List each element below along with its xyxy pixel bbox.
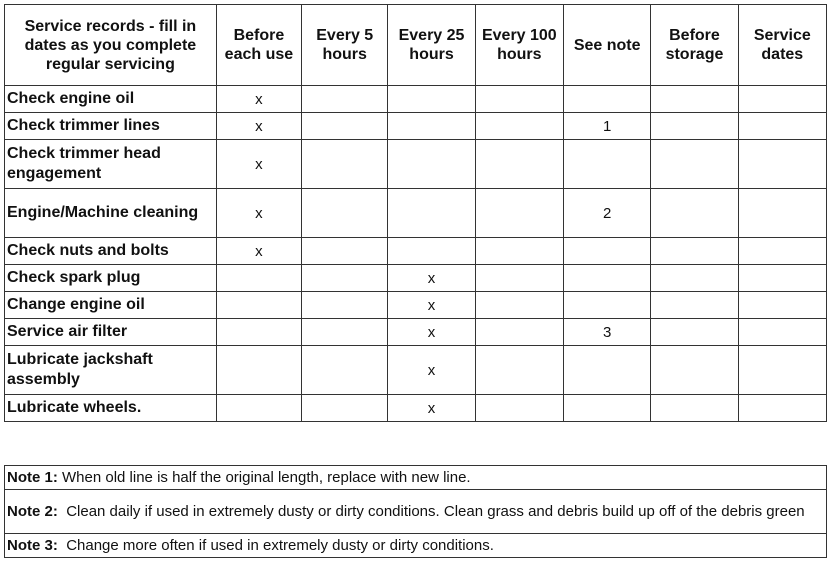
schedule-cell (302, 238, 388, 265)
column-header-before-storage: Before storage (651, 5, 738, 86)
note-2 (5, 490, 827, 534)
schedule-cell (651, 346, 738, 395)
schedule-cell (738, 189, 826, 238)
column-header-service-dates: Service dates (738, 5, 826, 86)
note-label: Note 2: (7, 502, 58, 520)
schedule-cell (738, 140, 826, 189)
schedule-cell (564, 395, 651, 422)
schedule-cell (388, 189, 475, 238)
table-row (5, 265, 827, 292)
task-cell: Check nuts and bolts (5, 238, 217, 265)
schedule-cell (475, 140, 563, 189)
task-cell: Check engine oil (5, 86, 217, 113)
schedule-cell (475, 265, 563, 292)
notes-table (4, 465, 827, 558)
column-header-see-note: See note (564, 5, 651, 86)
header-row (5, 5, 827, 86)
column-header-service-records: Service records - fill in dates as you complete regular servicing (5, 5, 217, 86)
table-row (5, 292, 827, 319)
schedule-cell (475, 319, 563, 346)
note-text: Clean daily if used in extremely dusty or dirty conditions. Clean grass and debris build up off of the debris green (66, 502, 805, 520)
column-header-every-5-hours: Every 5 hours (302, 5, 388, 86)
schedule-cell: 1 (564, 113, 651, 140)
schedule-cell (564, 346, 651, 395)
task-cell: Lubricate jackshaft assembly (5, 346, 217, 395)
column-header-every-100-hours: Every 100 hours (475, 5, 563, 86)
schedule-cell (216, 346, 301, 395)
schedule-cell (564, 265, 651, 292)
note-1 (5, 466, 827, 490)
schedule-cell (738, 346, 826, 395)
schedule-cell (564, 140, 651, 189)
column-header-before-each-use: Before each use (216, 5, 301, 86)
schedule-cell (651, 238, 738, 265)
schedule-cell (302, 395, 388, 422)
schedule-cell (475, 346, 563, 395)
schedule-cell (302, 346, 388, 395)
task-cell: Engine/Machine cleaning (5, 189, 217, 238)
schedule-cell (564, 86, 651, 113)
schedule-cell (216, 292, 301, 319)
schedule-cell (216, 265, 301, 292)
schedule-cell: x (216, 86, 301, 113)
schedule-cell (388, 113, 475, 140)
note-text: Change more often if used in extremely dusty or dirty conditions. (66, 536, 494, 554)
schedule-cell (651, 395, 738, 422)
schedule-cell (651, 86, 738, 113)
note-label: Note 1: (7, 468, 58, 486)
schedule-cell (475, 113, 563, 140)
schedule-cell: x (216, 238, 301, 265)
schedule-cell (564, 292, 651, 319)
table-row (5, 346, 827, 395)
schedule-cell (475, 238, 563, 265)
schedule-cell: x (388, 265, 475, 292)
table-row (5, 86, 827, 113)
schedule-cell (738, 113, 826, 140)
schedule-cell (651, 140, 738, 189)
service-schedule-table (4, 4, 827, 422)
schedule-cell (302, 86, 388, 113)
schedule-cell (388, 86, 475, 113)
schedule-cell: x (216, 189, 301, 238)
schedule-cell (388, 238, 475, 265)
task-cell: Check spark plug (5, 265, 217, 292)
schedule-cell (651, 265, 738, 292)
schedule-cell (651, 113, 738, 140)
schedule-cell (475, 189, 563, 238)
table-row (5, 238, 827, 265)
schedule-cell: x (388, 346, 475, 395)
schedule-cell (302, 140, 388, 189)
schedule-cell (475, 86, 563, 113)
table-row (5, 319, 827, 346)
note-row (5, 534, 827, 558)
note-row (5, 466, 827, 490)
table-row (5, 395, 827, 422)
note-3 (5, 534, 827, 558)
column-header-every-25-hours: Every 25 hours (388, 5, 475, 86)
task-cell: Service air filter (5, 319, 217, 346)
schedule-cell (216, 319, 301, 346)
schedule-cell (738, 395, 826, 422)
schedule-cell: x (388, 319, 475, 346)
schedule-cell (738, 292, 826, 319)
schedule-cell (302, 265, 388, 292)
note-label: Note 3: (7, 536, 58, 554)
schedule-cell (302, 113, 388, 140)
schedule-cell (475, 395, 563, 422)
schedule-cell: 2 (564, 189, 651, 238)
table-row (5, 140, 827, 189)
schedule-cell (302, 189, 388, 238)
task-cell: Change engine oil (5, 292, 217, 319)
task-cell: Check trimmer head engagement (5, 140, 217, 189)
schedule-cell (302, 319, 388, 346)
schedule-cell: x (216, 113, 301, 140)
schedule-cell (216, 395, 301, 422)
schedule-cell (651, 189, 738, 238)
schedule-cell (564, 238, 651, 265)
schedule-cell (738, 319, 826, 346)
task-cell: Check trimmer lines (5, 113, 217, 140)
schedule-cell: x (388, 292, 475, 319)
schedule-cell (302, 292, 388, 319)
table-row (5, 113, 827, 140)
schedule-cell (738, 265, 826, 292)
table-row (5, 189, 827, 238)
task-cell: Lubricate wheels. (5, 395, 217, 422)
schedule-cell (388, 140, 475, 189)
note-text: When old line is half the original length, replace with new line. (62, 468, 471, 486)
schedule-cell (475, 292, 563, 319)
schedule-cell (651, 292, 738, 319)
schedule-cell: 3 (564, 319, 651, 346)
schedule-cell (651, 319, 738, 346)
schedule-cell (738, 238, 826, 265)
schedule-cell: x (216, 140, 301, 189)
schedule-cell: x (388, 395, 475, 422)
note-row (5, 490, 827, 534)
schedule-cell (738, 86, 826, 113)
